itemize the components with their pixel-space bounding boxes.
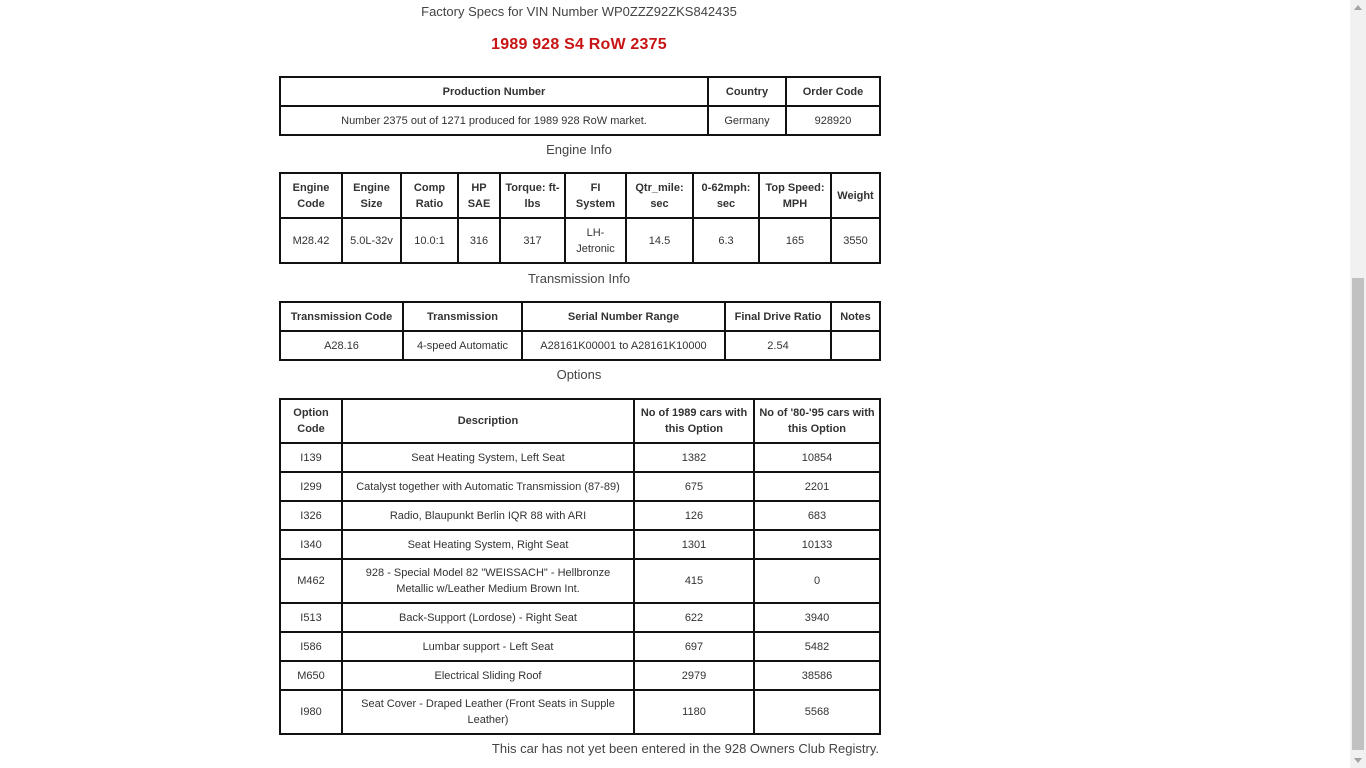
- option-description: 928 - Special Model 82 "WEISSACH" - Hellbronze Metallic w/Leather Medium Brown Int.: [342, 559, 634, 603]
- option-code: I299: [280, 472, 342, 501]
- option-code: I980: [280, 690, 342, 734]
- table-row: [280, 443, 880, 472]
- header-option-code: Option Code: [280, 399, 342, 443]
- options-table: [279, 398, 881, 735]
- production-table: [279, 76, 881, 136]
- option-description: Catalyst together with Automatic Transmission (87-89): [342, 472, 634, 501]
- header-production-number: Production Number: [280, 77, 708, 106]
- header-description: Description: [342, 399, 634, 443]
- transmission-value: 4-speed Automatic: [403, 331, 522, 360]
- vin-heading: Factory Specs for VIN Number WP0ZZZ92ZKS842435: [421, 4, 737, 19]
- option-code: I586: [280, 632, 342, 661]
- header-top-speed: Top Speed: MPH: [759, 173, 831, 218]
- option-code: I326: [280, 501, 342, 530]
- torque-value: 317: [500, 218, 565, 263]
- option-description: Back-Support (Lordose) - Right Seat: [342, 603, 634, 632]
- option-description: Seat Heating System, Left Seat: [342, 443, 634, 472]
- header-weight: Weight: [831, 173, 880, 218]
- header-fi-system: FI System: [565, 173, 626, 218]
- option-count-80-95: 38586: [754, 661, 880, 690]
- option-code: I139: [280, 443, 342, 472]
- engine-code-value: M28.42: [280, 218, 342, 263]
- option-count-1989: 1382: [634, 443, 754, 472]
- final-drive-ratio-value: 2.54: [725, 331, 831, 360]
- option-description: Lumbar support - Left Seat: [342, 632, 634, 661]
- car-title: 1989 928 S4 RoW 2375: [491, 36, 667, 53]
- scrollbar-thumb[interactable]: [1352, 278, 1364, 750]
- header-count-80-95: No of '80-'95 cars with this Option: [754, 399, 880, 443]
- registry-note: This car has not yet been entered in the 928 Owners Club Registry.: [491, 741, 879, 756]
- header-serial-number-range: Serial Number Range: [522, 302, 725, 331]
- engine-size-value: 5.0L-32v: [342, 218, 401, 263]
- fi-system-value: LH-Jetronic: [565, 218, 626, 263]
- header-notes: Notes: [831, 302, 880, 331]
- hp-sae-value: 316: [458, 218, 500, 263]
- options-title: Options: [556, 367, 602, 382]
- header-qtr-mile: Qtr_mile: sec: [626, 173, 693, 218]
- option-count-80-95: 2201: [754, 472, 880, 501]
- option-code: I340: [280, 530, 342, 559]
- transmission-table: [279, 301, 881, 361]
- option-description: Seat Cover - Draped Leather (Front Seats in Supple Leather): [342, 690, 634, 734]
- table-row: [280, 690, 880, 734]
- option-count-1989: 2979: [634, 661, 754, 690]
- option-count-80-95: 10133: [754, 530, 880, 559]
- option-code: I513: [280, 603, 342, 632]
- table-row: [280, 632, 880, 661]
- option-count-80-95: 5568: [754, 690, 880, 734]
- scroll-up-arrow-icon[interactable]: [1354, 5, 1362, 10]
- header-engine-code: Engine Code: [280, 173, 342, 218]
- qtr-mile-value: 14.5: [626, 218, 693, 263]
- production-number-value: Number 2375 out of 1271 produced for 1989 928 RoW market.: [280, 106, 708, 135]
- option-count-1989: 126: [634, 501, 754, 530]
- order-code-value: 928920: [786, 106, 880, 135]
- header-engine-size: Engine Size: [342, 173, 401, 218]
- option-count-80-95: 10854: [754, 443, 880, 472]
- table-row: [280, 603, 880, 632]
- header-comp-ratio: Comp Ratio: [401, 173, 458, 218]
- header-transmission-code: Transmission Code: [280, 302, 403, 331]
- option-description: Electrical Sliding Roof: [342, 661, 634, 690]
- option-code: M462: [280, 559, 342, 603]
- transmission-info-title: Transmission Info: [527, 271, 631, 286]
- header-transmission: Transmission: [403, 302, 522, 331]
- option-count-1989: 622: [634, 603, 754, 632]
- option-count-1989: 1301: [634, 530, 754, 559]
- table-row: [280, 661, 880, 690]
- option-description: Seat Heating System, Right Seat: [342, 530, 634, 559]
- serial-number-range-value: A28161K00001 to A28161K10000: [522, 331, 725, 360]
- notes-value: [831, 331, 880, 360]
- header-order-code: Order Code: [786, 77, 880, 106]
- option-count-1989: 697: [634, 632, 754, 661]
- table-row: [280, 559, 880, 603]
- option-count-80-95: 5482: [754, 632, 880, 661]
- transmission-code-value: A28.16: [280, 331, 403, 360]
- header-0-62mph: 0-62mph: sec: [693, 173, 759, 218]
- top-speed-value: 165: [759, 218, 831, 263]
- option-code: M650: [280, 661, 342, 690]
- engine-table: [279, 172, 881, 264]
- country-value: Germany: [708, 106, 786, 135]
- option-count-80-95: 683: [754, 501, 880, 530]
- 0-62mph-value: 6.3: [693, 218, 759, 263]
- comp-ratio-value: 10.0:1: [401, 218, 458, 263]
- table-row: [280, 472, 880, 501]
- option-count-1989: 415: [634, 559, 754, 603]
- vertical-scrollbar[interactable]: [1350, 0, 1366, 768]
- table-row: [280, 501, 880, 530]
- header-final-drive-ratio: Final Drive Ratio: [725, 302, 831, 331]
- header-country: Country: [708, 77, 786, 106]
- option-count-1989: 1180: [634, 690, 754, 734]
- option-count-1989: 675: [634, 472, 754, 501]
- weight-value: 3550: [831, 218, 880, 263]
- option-description: Radio, Blaupunkt Berlin IQR 88 with ARI: [342, 501, 634, 530]
- table-row: [280, 530, 880, 559]
- engine-info-title: Engine Info: [546, 142, 612, 157]
- header-hp-sae: HP SAE: [458, 173, 500, 218]
- header-torque: Torque: ft-lbs: [500, 173, 565, 218]
- scroll-down-arrow-icon[interactable]: [1354, 758, 1362, 763]
- option-count-80-95: 3940: [754, 603, 880, 632]
- option-count-80-95: 0: [754, 559, 880, 603]
- header-count-1989: No of 1989 cars with this Option: [634, 399, 754, 443]
